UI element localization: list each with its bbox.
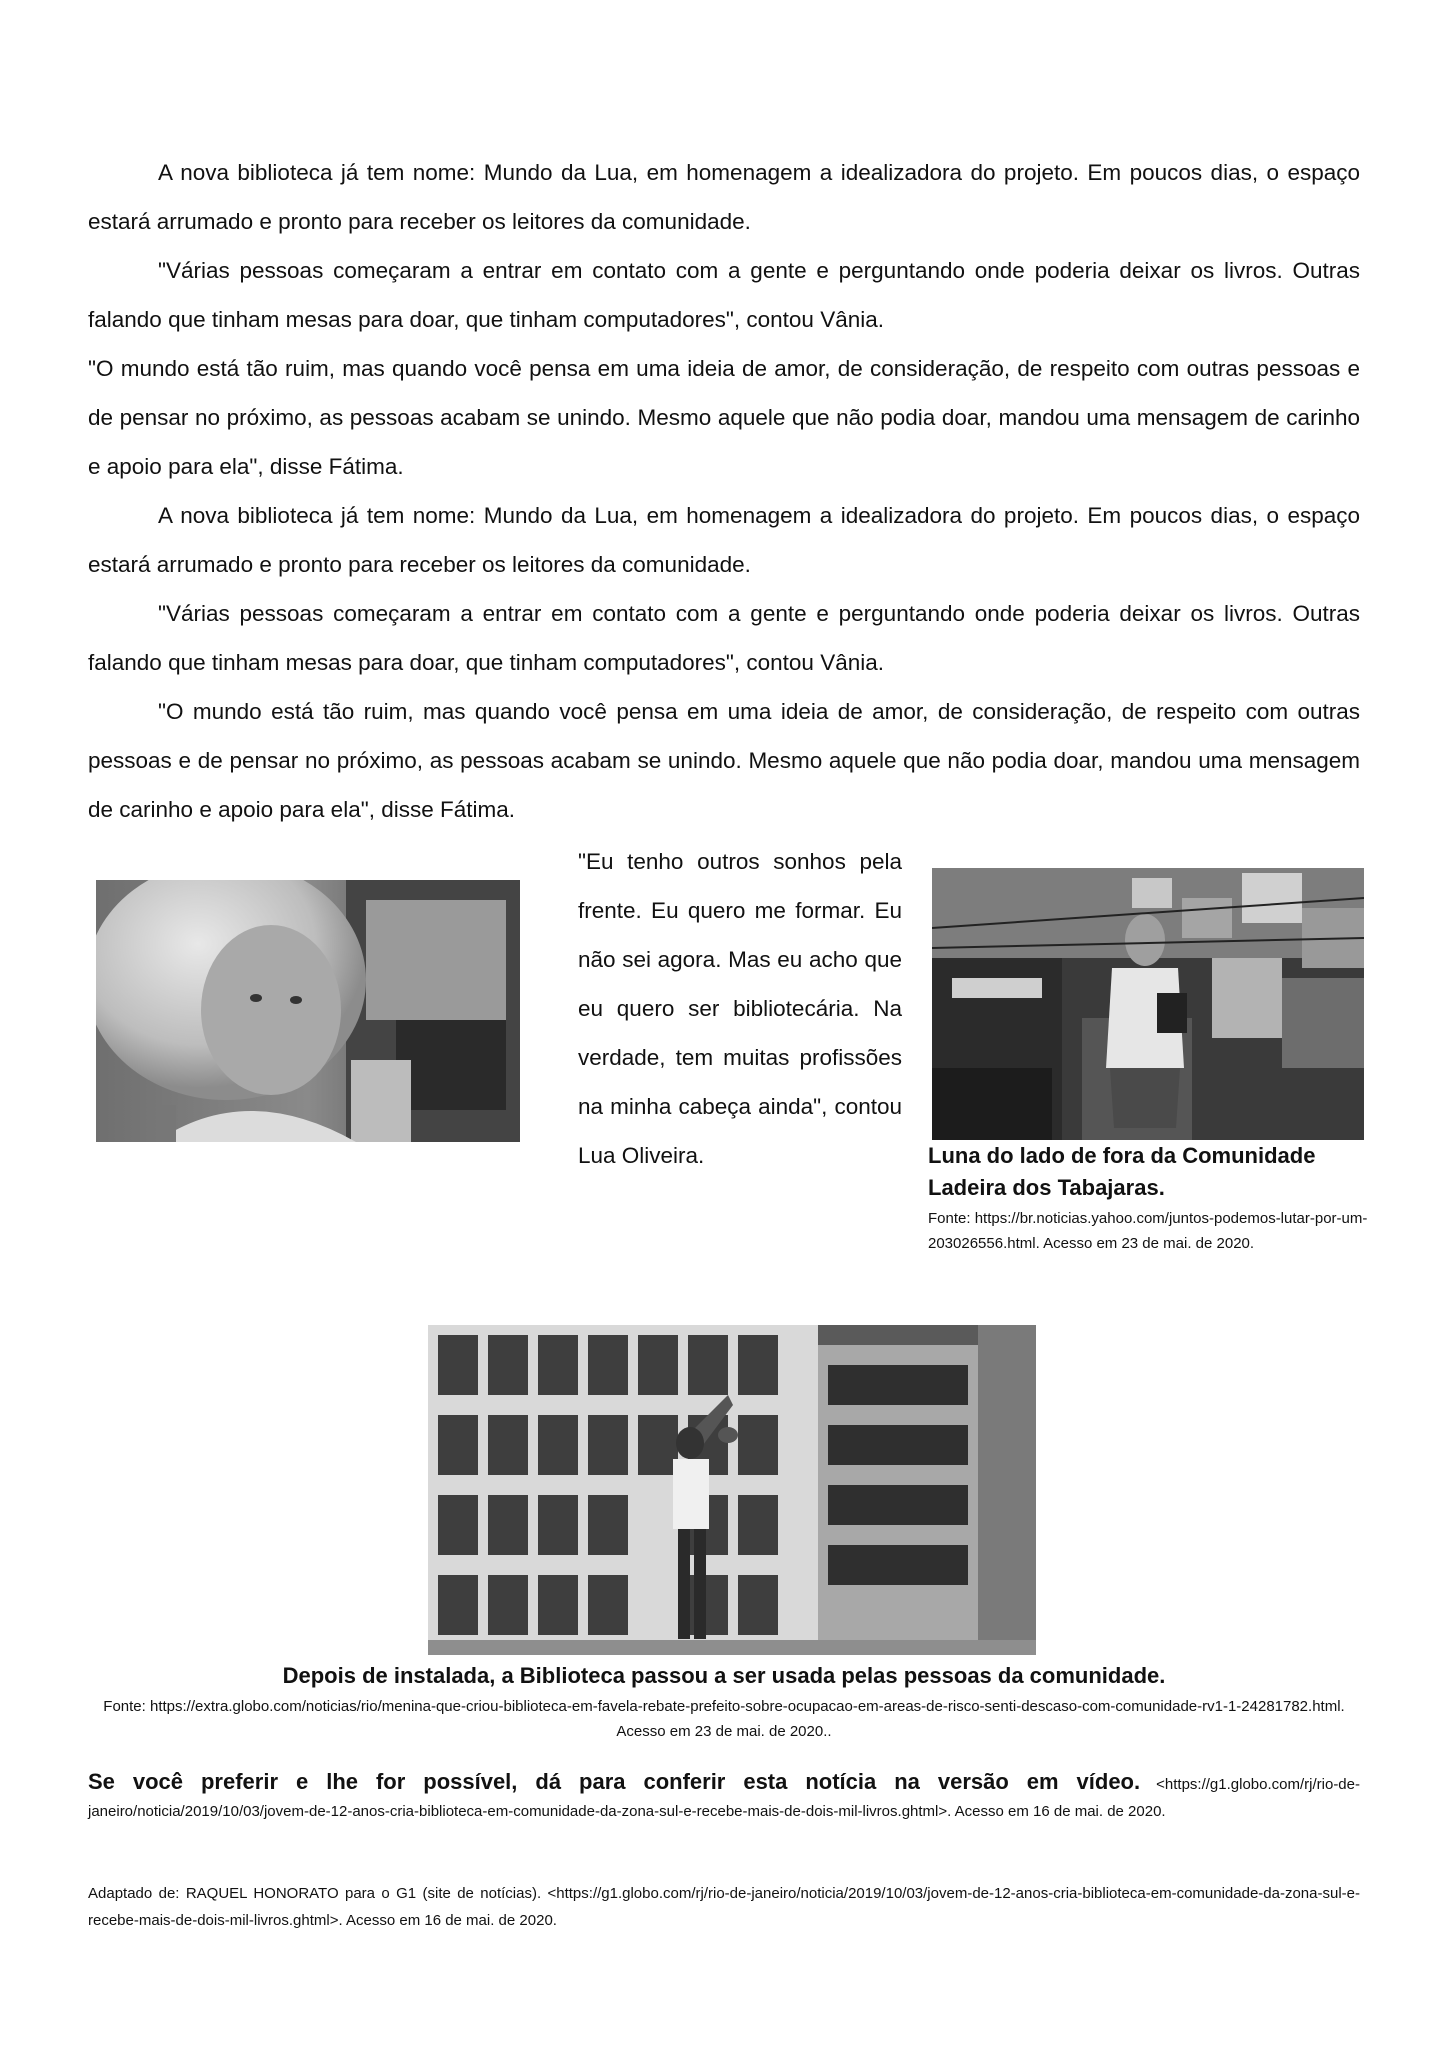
article-body (88, 148, 1360, 834)
video-note-link[interactable]: <https://g1.globo.com/rj/rio-de-janeiro/noticia/2019/10/03/jovem-de-12-anos-cria-biblioteca-em-comunidade-da-zona-sul-e-recebe-mais-de-dois-mil-livros.ghtml>. Acesso em 16 de mai. de 2020. (88, 1776, 1360, 1820)
library-photo (428, 1325, 1036, 1655)
lua-quote: "Eu tenho outros sonhos pela frente. Eu quero me formar. Eu não sei agora. Mas eu acho que eu quero ser bibliotecária. Na verdade, tem muitas profissões na minha cabeça ainda", contou Lua Oliveira. (578, 849, 902, 1168)
community-caption-source: Fonte: https://br.noticias.yahoo.com/juntos-podemos-lutar-por-um-203026556.html. Acesso em 23 de mai. de 2020. (928, 1210, 1368, 1252)
library-caption-title: Depois de instalada, a Biblioteca passou a ser usada pelas pessoas da comunidade. (282, 1663, 1166, 1688)
library-caption (88, 1660, 1360, 1744)
community-caption (928, 1140, 1368, 1256)
library-caption-source: Fonte: https://extra.globo.com/noticias/rio/menina-que-criou-biblioteca-em-favela-rebate-prefeito-sobre-ocupacao-em-areas-de-risco-senti-descaso-com-comunidade-rv1-1-24281782.html. Acesso em 23 de mai. de 2020.. (103, 1698, 1345, 1740)
community-photo (932, 868, 1364, 1140)
video-note-lead: Se você preferir e lhe for possível, dá para conferir esta notícia na versão em vídeo. (88, 1769, 1141, 1794)
video-note (88, 1768, 1360, 1825)
paragraph: A nova biblioteca já tem nome: Mundo da Lua, em homenagem a idealizadora do projeto. Em poucos dias, o espaço estará arrumado e pronto para receber os leitores da comunidade. (88, 160, 1360, 234)
paragraph: "Várias pessoas começaram a entrar em contato com a gente e perguntando onde poderia deixar os livros. Outras falando que tinham mesas para doar, que tinham computadores", contou Vânia. (88, 601, 1360, 675)
community-caption-title: Luna do lado de fora da Comunidade Ladeira dos Tabajaras. (928, 1143, 1316, 1200)
paragraph: "O mundo está tão ruim, mas quando você pensa em uma ideia de amor, de consideração, de respeito com outras pessoas e de pensar no próximo, as pessoas acabam se unindo. Mesmo aquele que não podia doar, mandou uma mensagem de carinho e apoio para ela", disse Fátima. (88, 356, 1360, 479)
girl-portrait-photo (96, 880, 520, 1142)
paragraph: "Várias pessoas começaram a entrar em contato com a gente e perguntando onde poderia deixar os livros. Outras falando que tinham mesas para doar, que tinham computadores", contou Vânia. (88, 258, 1360, 332)
paragraph: "O mundo está tão ruim, mas quando você pensa em uma ideia de amor, de consideração, de respeito com outras pessoas e de pensar no próximo, as pessoas acabam se unindo. Mesmo aquele que não podia doar, mandou uma mensagem de carinho e apoio para ela", disse Fátima. (88, 699, 1360, 822)
credit-line: Adaptado de: RAQUEL HONORATO para o G1 (site de notícias). <https://g1.globo.com/rj/rio-de-janeiro/noticia/2019/10/03/jovem-de-12-anos-cria-biblioteca-em-comunidade-da-zona-sul-e-recebe-mais-de-dois-mil-livros.ghtml>. Acesso em 16 de mai. de 2020. (88, 1885, 1360, 1929)
paragraph: A nova biblioteca já tem nome: Mundo da Lua, em homenagem a idealizadora do projeto. Em poucos dias, o espaço estará arrumado e pronto para receber os leitores da comunidade. (88, 503, 1360, 577)
